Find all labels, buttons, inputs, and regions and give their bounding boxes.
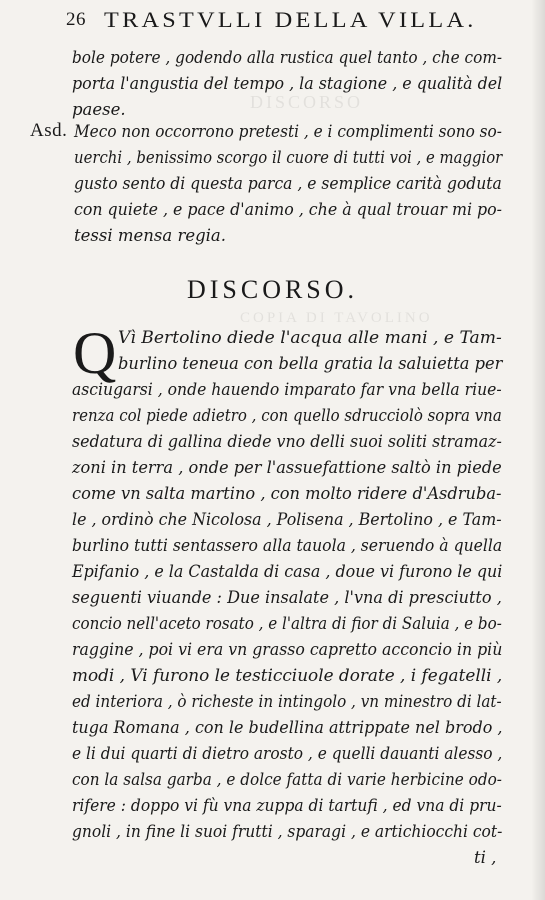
text-line: raggine , poi vi era vn grasso capretto acconcio in più <box>72 640 503 659</box>
text-line: modi , Vi furono le testicciuole dorate , i fegatelli , <box>72 666 503 685</box>
text-line: tessi mensa regia. <box>74 226 227 245</box>
text-line: renza col piede adietro , con quello sdrucciolò sopra vna <box>72 406 502 425</box>
text-line: seguenti viuande : Due insalate , l'vna di presciutto , <box>72 588 502 607</box>
text-line: porta l'angustia del tempo , la stagione , e qualità del <box>72 74 503 93</box>
text-line: e li dui quarti di dietro arosto , e quelli dauanti alesso , <box>72 744 503 763</box>
text-line: paese. <box>72 100 126 119</box>
text-line: asciugarsi , onde hauendo imparato far vna bella riue- <box>72 380 502 399</box>
text-line: concio nell'aceto rosato , e l'altra di fior di Saluia , e bo- <box>72 614 502 633</box>
running-title: TRASTVLLI DELLA VILLA. <box>104 7 477 32</box>
text-line: Meco non occorrono pretesti , e i complimenti sono so- <box>74 122 502 141</box>
text-line: burlino tutti sentassero alla tauola , seruendo à quella <box>72 536 503 555</box>
show-through-text: COPIA DI TAVOLINO <box>240 310 433 326</box>
text-line: gnoli , in fine li suoi frutti , sparagi , e artichiocchi cot- <box>72 822 503 841</box>
text-line: bole potere , godendo alla rustica quel tanto , che com- <box>72 48 503 67</box>
text-line: con la salsa garba , e dolce fatta di varie herbicine odo- <box>72 770 502 789</box>
text-line: Epifanio , e la Castalda di casa , doue vi furono le qui <box>72 562 503 581</box>
text-line: Vì Bertolino diede l'acqua alle mani , e Tam- <box>118 328 502 347</box>
text-line: rifere : doppo vi fù vna zuppa di tartufi , ed vna di pru- <box>72 796 502 815</box>
text-line: ti , <box>474 848 497 867</box>
text-line: uerchi , benissimo scorgo il cuore di tutti voi , e maggior <box>74 148 503 167</box>
section-title: DISCORSO. <box>186 275 359 304</box>
drop-cap: Q <box>73 320 117 386</box>
text-line: sedatura di gallina diede vno delli suoi soliti stramaz- <box>72 432 502 451</box>
speaker-label: Asd. <box>30 120 68 141</box>
page-edge-shadow <box>531 0 545 900</box>
text-line: gusto sento di questa parca , e semplice carità goduta <box>74 174 502 193</box>
show-through-text: DISCORSO <box>250 92 364 112</box>
text-line: le , ordinò che Nicolosa , Polisena , Bertolino , e Tam- <box>72 510 502 529</box>
text-line: con quiete , e pace d'animo , che à qual trouar mi po- <box>74 200 503 219</box>
text-line: burlino teneua con bella gratia la saluietta per <box>118 354 503 373</box>
text-line: ed interiora , ò richeste in intingolo , vn minestro di lat- <box>72 692 502 711</box>
page-number: 26 <box>66 9 86 30</box>
text-line: zoni in terra , onde per l'assuefattione saltò in piede <box>72 458 502 477</box>
text-line: come vn salta martino , con molto ridere d'Asdruba- <box>72 484 502 503</box>
text-line: tuga Romana , con le budellina attrippate nel brodo , <box>72 718 503 737</box>
page-header <box>66 6 526 32</box>
